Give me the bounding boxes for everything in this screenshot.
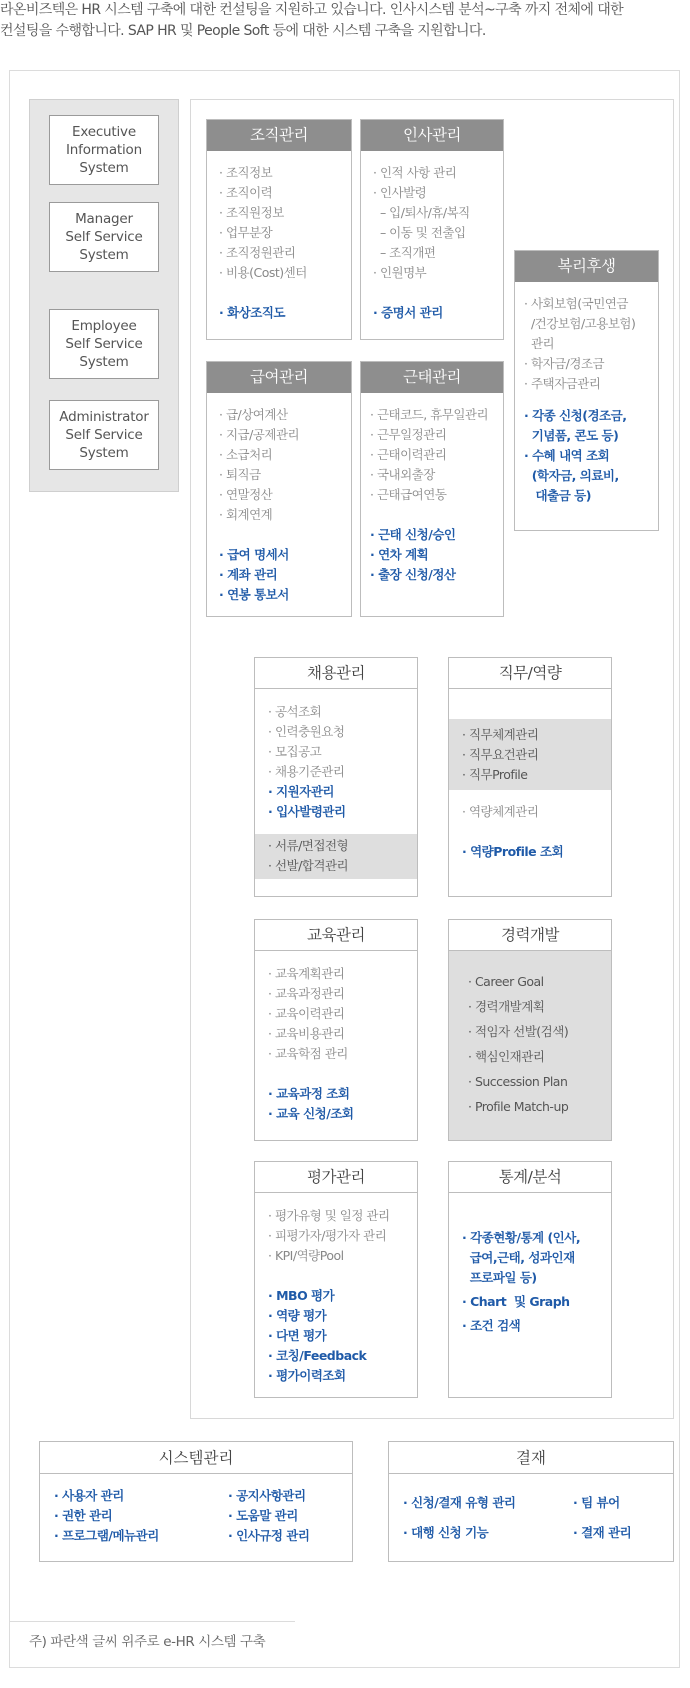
module-title: 경력개발	[449, 920, 611, 951]
list-item-blue: · 공지사항관리	[228, 1488, 306, 1503]
list-item: · 학자금/경조금	[524, 356, 605, 371]
list-item-blue: · 화상조직도	[219, 305, 285, 320]
list-item: · 근태급여연동	[370, 487, 447, 502]
list-item: – 입/퇴사/휴/복직	[373, 205, 470, 220]
module-title: 교육관리	[255, 920, 417, 951]
footnote: 주) 파란색 글씨 위주로 e-HR 시스템 구축	[29, 1634, 266, 1650]
list-item-blue: · 교육 신청/조회	[268, 1106, 354, 1121]
list-item-blue: 기념품, 콘도 등)	[524, 428, 619, 443]
footnote-divider	[9, 1621, 295, 1622]
list-item: · 핵심인재관리	[468, 1049, 545, 1064]
list-item: · 직무체계관리	[462, 727, 539, 742]
list-item: · 모집공고	[268, 744, 322, 759]
list-item: · 채용기준관리	[268, 764, 345, 779]
list-item-blue: · 다면 평가	[268, 1328, 327, 1343]
list-item-blue: · 교육과정 조회	[268, 1086, 350, 1101]
list-item: · Career Goal	[468, 974, 544, 989]
list-item-blue: 프로파일 등)	[462, 1270, 537, 1285]
list-item-blue: · 신청/결재 유형 관리	[403, 1495, 516, 1510]
list-item: · 근무일정관리	[370, 427, 447, 442]
list-item-blue: · 평가이력조회	[268, 1368, 346, 1383]
list-item: · 조직정원관리	[219, 245, 296, 260]
list-item-blue: 급여,근태, 성과인재	[462, 1250, 575, 1265]
module-title: 인사관리	[361, 120, 503, 151]
list-item: · 피평가자/평가자 관리	[268, 1228, 387, 1243]
list-item-blue: · 역량 평가	[268, 1308, 327, 1323]
list-item-blue: · 역량Profile 조회	[462, 844, 564, 859]
gray-band	[449, 719, 611, 790]
list-item-blue: · 조건 검색	[462, 1318, 521, 1333]
list-item: · 교육계획관리	[268, 966, 345, 981]
module-title: 채용관리	[255, 658, 417, 689]
list-item-blue: · 팀 뷰어	[573, 1495, 620, 1510]
list-item-blue: · 권한 관리	[54, 1508, 113, 1523]
list-item: · 퇴직금	[219, 467, 261, 482]
module-recruit	[254, 657, 418, 897]
list-item: · 공석조회	[268, 704, 322, 719]
module-title: 평가관리	[255, 1162, 417, 1193]
module-welfare	[514, 250, 659, 531]
list-item: · 조직정보	[219, 165, 273, 180]
list-item: · 선발/합격관리	[268, 858, 349, 873]
list-item: · 교육비용관리	[268, 1026, 345, 1041]
list-item: · 평가유형 및 일정 관리	[268, 1208, 390, 1223]
list-item: · 인력충원요청	[268, 724, 345, 739]
list-item: · 소급처리	[219, 447, 273, 462]
list-item-blue: · Chart 및 Graph	[462, 1294, 570, 1309]
manager-self-service-box: Manager Self Service System	[49, 202, 159, 272]
list-item: · 교육학점 관리	[268, 1046, 348, 1061]
list-item: · KPI/역량Pool	[268, 1248, 344, 1263]
module-approval	[388, 1441, 674, 1562]
module-title: 시스템관리	[40, 1442, 352, 1474]
list-item: · 인원명부	[373, 265, 427, 280]
executive-information-system-box: Executive Information System	[49, 115, 159, 185]
list-item: · Profile Match-up	[468, 1099, 569, 1114]
module-title: 조직관리	[207, 120, 351, 151]
list-item: 관리	[524, 336, 555, 351]
list-item: · 적임자 선발(검색)	[468, 1024, 569, 1039]
module-stats	[448, 1161, 612, 1398]
list-item: · 근태이력관리	[370, 447, 447, 462]
module-career	[448, 919, 612, 1141]
list-item-blue: · 프로그램/메뉴관리	[54, 1528, 159, 1543]
list-item-blue: · 각종 신청(경조금,	[524, 408, 627, 423]
list-item: – 조직개편	[373, 245, 436, 260]
list-item: · 회계연계	[219, 507, 273, 522]
list-item: · 인사발령	[373, 185, 427, 200]
list-item-blue: · 결재 관리	[573, 1525, 632, 1540]
list-item: /건강보험/고용보험)	[524, 316, 636, 331]
list-item: · 조직원정보	[219, 205, 284, 220]
module-system-mgmt	[39, 1441, 353, 1562]
module-duty	[448, 657, 612, 897]
list-item-blue: · 도움말 관리	[228, 1508, 298, 1523]
module-payroll	[206, 361, 352, 617]
module-title: 직무/역량	[449, 658, 611, 689]
list-item: · 주택자금관리	[524, 376, 601, 391]
list-item: · Succession Plan	[468, 1074, 568, 1089]
list-item-blue: 대출금 등)	[524, 488, 591, 503]
list-item-blue: · 계좌 관리	[219, 567, 278, 582]
list-item: · 급/상여계산	[219, 407, 288, 422]
list-item-blue: · 근태 신청/승인	[370, 527, 456, 542]
list-item-blue: · MBO 평가	[268, 1288, 335, 1303]
list-item-blue: · 지원자관리	[268, 784, 334, 799]
module-title: 근태관리	[361, 362, 503, 393]
list-item-blue: · 연차 계획	[370, 547, 429, 562]
list-item-blue: · 급여 명세서	[219, 547, 289, 562]
module-title: 통계/분석	[449, 1162, 611, 1193]
list-item: · 역량체계관리	[462, 804, 539, 819]
list-item: · 인적 사항 관리	[373, 165, 457, 180]
list-item-blue: · 증명서 관리	[373, 305, 443, 320]
module-attendance	[360, 361, 504, 617]
gray-band	[449, 951, 611, 1140]
module-edu	[254, 919, 418, 1141]
list-item-blue: · 출장 신청/정산	[370, 567, 456, 582]
list-item-blue: · 각종현황/통계 (인사,	[462, 1230, 581, 1245]
list-item: · 지급/공제관리	[219, 427, 300, 442]
list-item-blue: · 사용자 관리	[54, 1488, 124, 1503]
list-item-blue: · 수혜 내역 조회	[524, 448, 610, 463]
intro-line-2: 컨설팅을 수행합니다. SAP HR 및 People Soft 등에 대한 시스템 구축을 지원합니다.	[0, 23, 486, 39]
list-item: · 근태코드, 휴무일관리	[370, 407, 489, 422]
list-item: · 교육과정관리	[268, 986, 345, 1001]
list-item: · 서류/면접전형	[268, 838, 349, 853]
list-item: · 국내외출장	[370, 467, 435, 482]
list-item: · 경력개발계획	[468, 999, 545, 1014]
list-item: · 비용(Cost)센터	[219, 265, 307, 280]
gray-band	[255, 834, 417, 879]
module-title: 급여관리	[207, 362, 351, 393]
list-item: · 조직이력	[219, 185, 273, 200]
module-title: 복리후생	[515, 251, 658, 282]
intro-text	[0, 0, 690, 42]
list-item: · 직무Profile	[462, 767, 528, 782]
list-item: · 직무요건관리	[462, 747, 539, 762]
intro-line-1: 라온비즈텍은 HR 시스템 구축에 대한 컨설팅을 지원하고 있습니다. 인사시스템 분석~구축 까지 전체에 대한	[0, 2, 624, 18]
module-hr	[360, 119, 504, 340]
module-title: 결재	[389, 1442, 673, 1474]
list-item-blue: · 인사규정 관리	[228, 1528, 310, 1543]
list-item-blue: · 코칭/Feedback	[268, 1348, 367, 1363]
list-item-blue: (학자금, 의료비,	[524, 468, 619, 483]
module-org	[206, 119, 352, 340]
employee-self-service-box: Employee Self Service System	[49, 309, 159, 379]
module-eval	[254, 1161, 418, 1398]
list-item: · 연말정산	[219, 487, 273, 502]
list-item-blue: · 입사발령관리	[268, 804, 346, 819]
list-item-blue: · 연봉 통보서	[219, 587, 289, 602]
list-item: · 교육이력관리	[268, 1006, 345, 1021]
list-item: · 사회보험(국민연금	[524, 296, 628, 311]
list-item: – 이동 및 전출입	[373, 225, 466, 240]
list-item: · 업무분장	[219, 225, 273, 240]
list-item-blue: · 대행 신청 기능	[403, 1525, 489, 1540]
administrator-self-service-box: Administrator Self Service System	[49, 400, 159, 470]
